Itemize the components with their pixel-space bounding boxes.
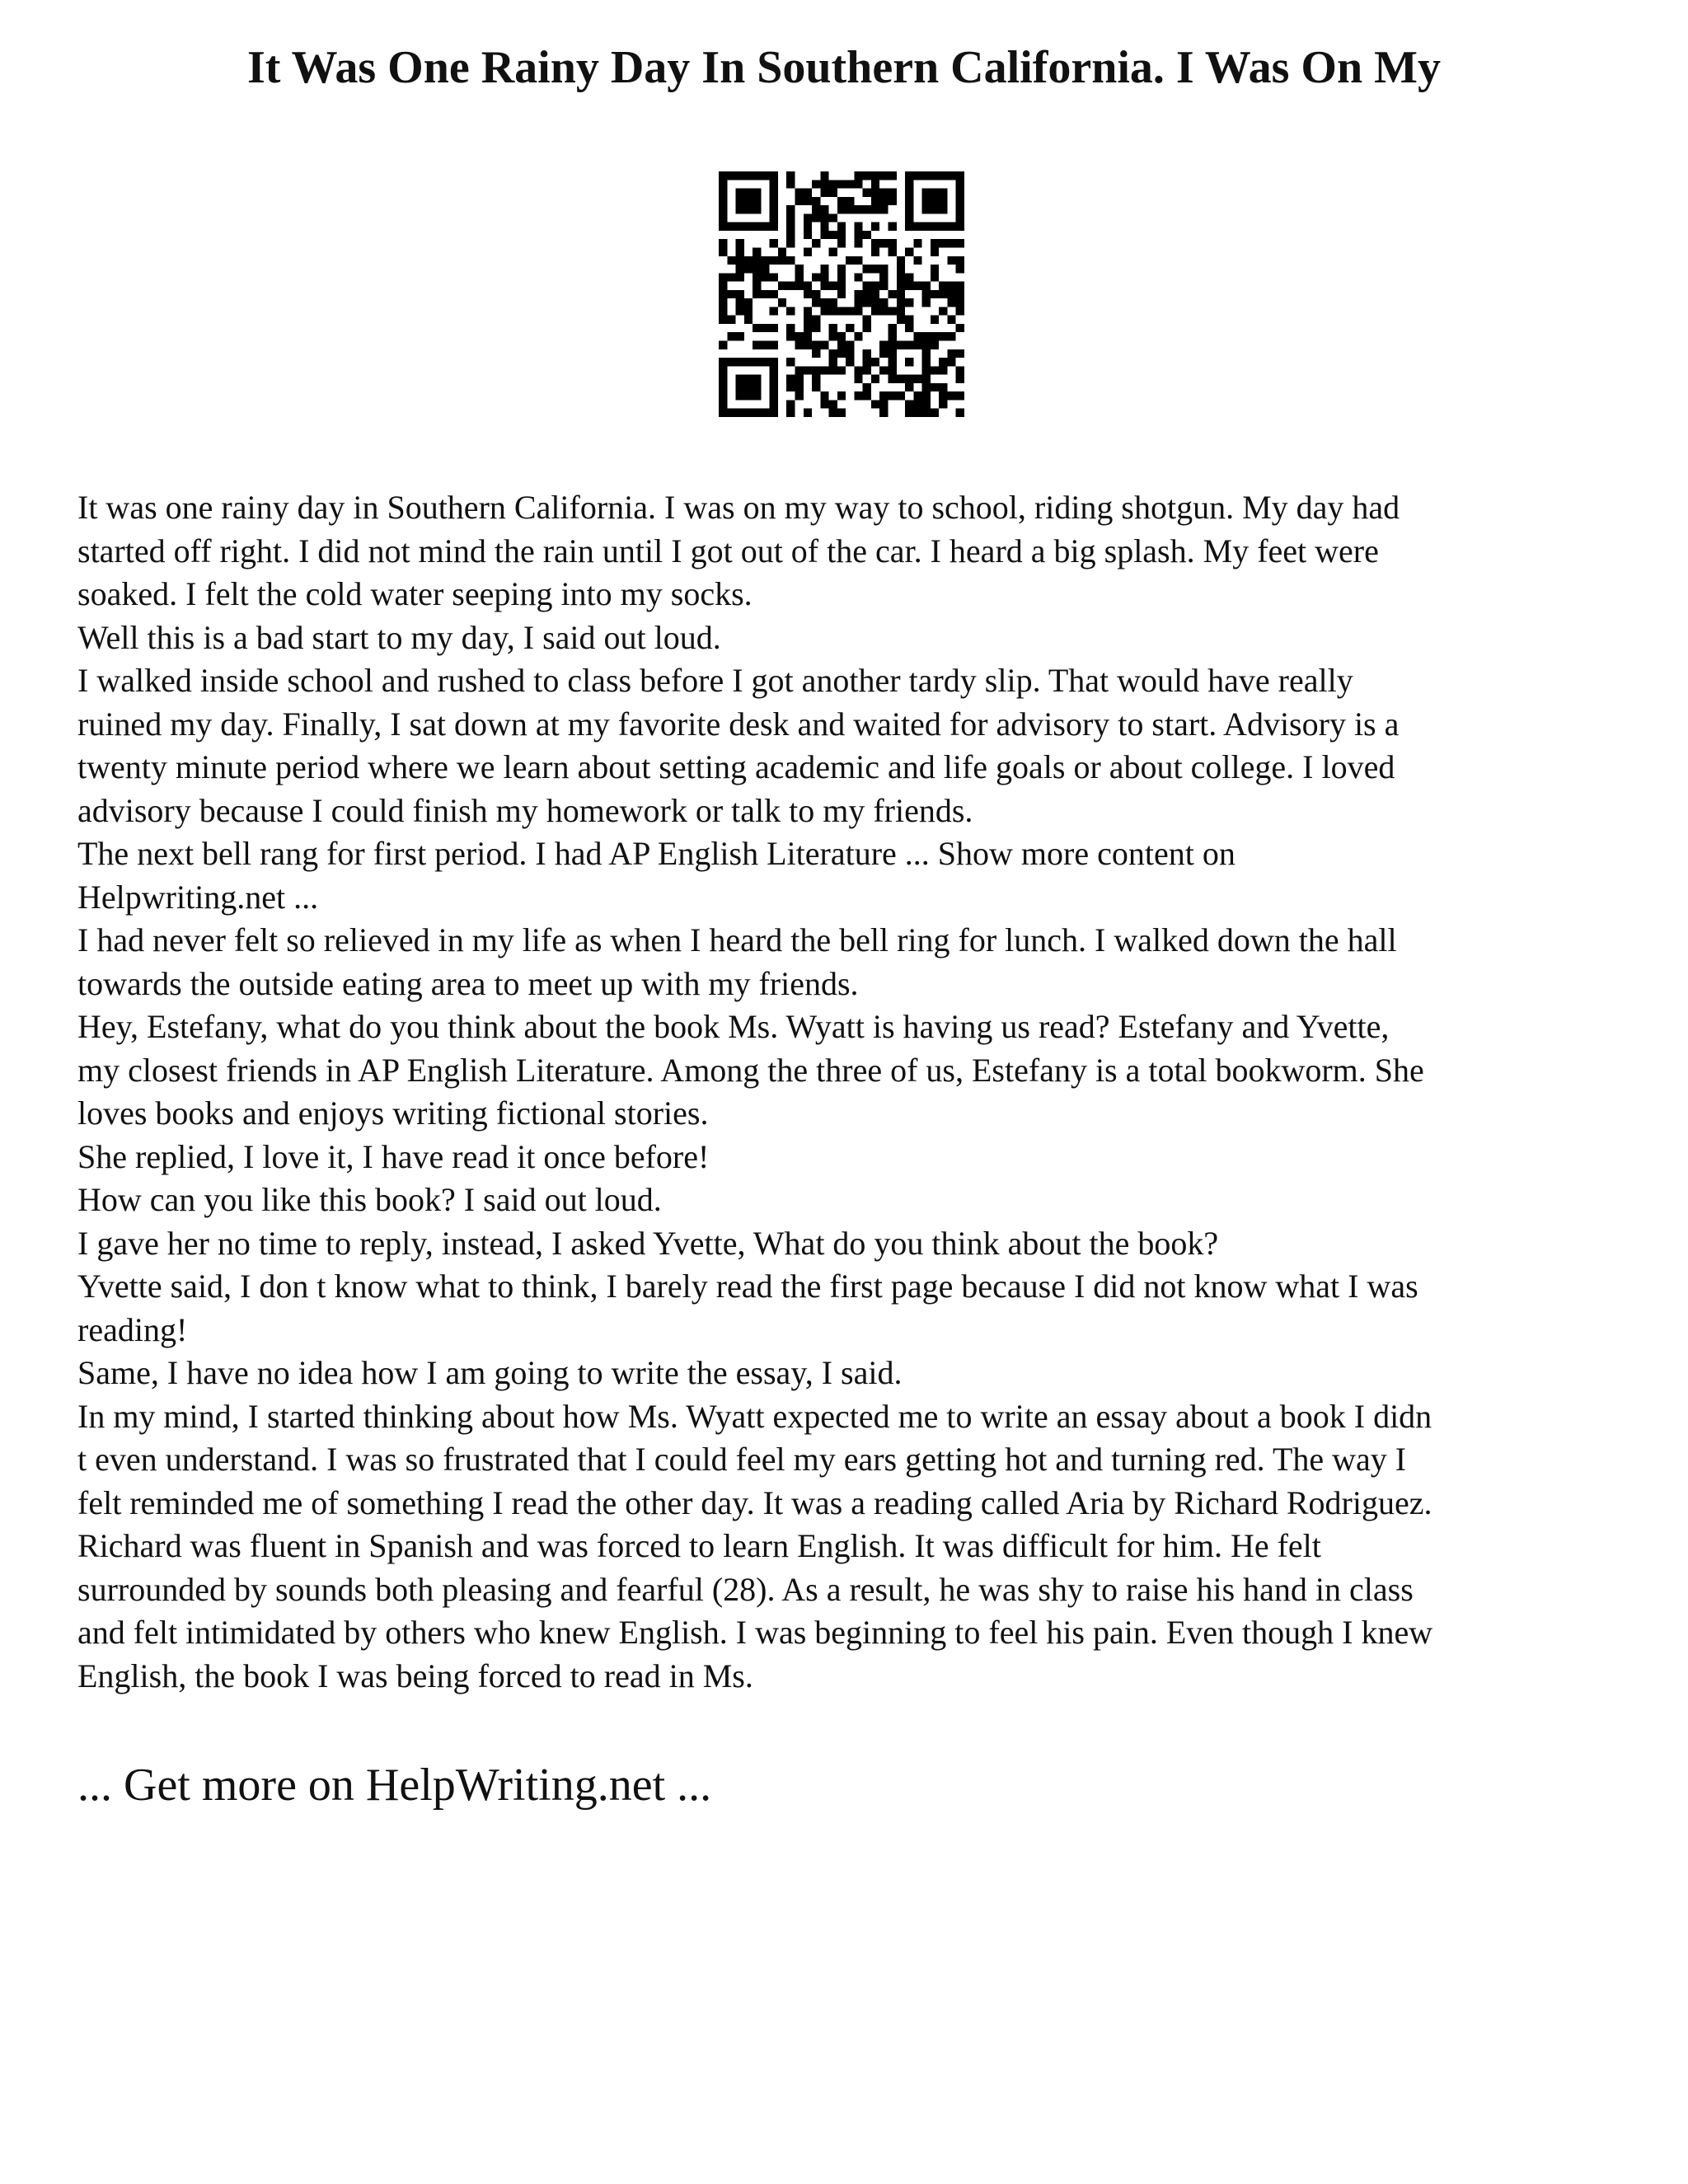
body-text-line: Yvette said, I don t know what to think, I barely read the first page because I did not know what I was	[77, 1268, 1418, 1305]
body-text-line: surrounded by sounds both pleasing and fearful (28). As a result, he was shy to raise his hand in class	[77, 1570, 1414, 1608]
body-text-line: reading!	[77, 1310, 188, 1348]
body-text-line: I gave her no time to reply, instead, I asked Yvette, What do you think about the book?	[77, 1224, 1219, 1262]
body-text-line: started off right. I did not mind the rain until I got out of the car. I heard a big splash. My feet were	[77, 532, 1379, 569]
essay-body	[77, 486, 1627, 1698]
body-text-line: advisory because I could finish my homework or talk to my friends.	[77, 791, 973, 829]
body-text-line: towards the outside eating area to meet up with my friends.	[77, 964, 859, 1002]
body-text-line: It was one rainy day in Southern California. I was on my way to school, riding shotgun. My day had	[77, 489, 1400, 526]
body-text-line: I walked inside school and rushed to class before I got another tardy slip. That would have really	[77, 662, 1353, 699]
body-text-line: loves books and enjoys writing fictional stories.	[77, 1094, 709, 1132]
page-title: It Was One Rainy Day In Southern California. I Was On My	[247, 42, 1441, 93]
body-text-line: Well this is a bad start to my day, I said out loud.	[77, 618, 721, 656]
body-text-line: my closest friends in AP English Literature. Among the three of us, Estefany is a total bookworm. She	[77, 1051, 1424, 1089]
body-text-line: Richard was fluent in Spanish and was forced to learn English. It was difficult for him. He felt	[77, 1527, 1321, 1564]
body-text-line: The next bell rang for first period. I had AP English Literature ... Show more content on	[77, 835, 1236, 872]
body-text-line: She replied, I love it, I have read it once before!	[77, 1137, 710, 1175]
body-text-line: twenty minute period where we learn about setting academic and life goals or about college. I loved	[77, 748, 1395, 785]
get-more-link[interactable]: ... Get more on HelpWriting.net ...	[77, 1760, 712, 1811]
body-text-line: Hey, Estefany, what do you think about the book Ms. Wyatt is having us read? Estefany and Yvette,	[77, 1008, 1390, 1045]
body-text-line: felt reminded me of something I read the other day. It was a reading called Aria by Richard Rodriguez.	[77, 1483, 1432, 1521]
body-text-line: soaked. I felt the cold water seeping into my socks.	[77, 575, 753, 612]
body-text-line: In my mind, I started thinking about how Ms. Wyatt expected me to write an essay about a book I didn	[77, 1397, 1432, 1435]
body-text-line: I had never felt so relieved in my life as when I heard the bell ring for lunch. I walked down the hall	[77, 921, 1397, 958]
body-text-line: t even understand. I was so frustrated that I could feel my ears getting hot and turning red. The way I	[77, 1441, 1407, 1478]
body-text-line: English, the book I was being forced to read in Ms.	[77, 1657, 753, 1694]
body-text-line: ruined my day. Finally, I sat down at my favorite desk and waited for advisory to start. Advisory is a	[77, 705, 1400, 743]
body-text-line: and felt intimidated by others who knew English. I was beginning to feel his pain. Even though I knew	[77, 1614, 1433, 1651]
body-text-line: Same, I have no idea how I am going to write the essay, I said.	[77, 1354, 903, 1391]
body-text-line: How can you like this book? I said out loud.	[77, 1181, 662, 1218]
body-text-line: Helpwriting.net ...	[77, 878, 319, 916]
qr-code-icon	[719, 171, 964, 417]
